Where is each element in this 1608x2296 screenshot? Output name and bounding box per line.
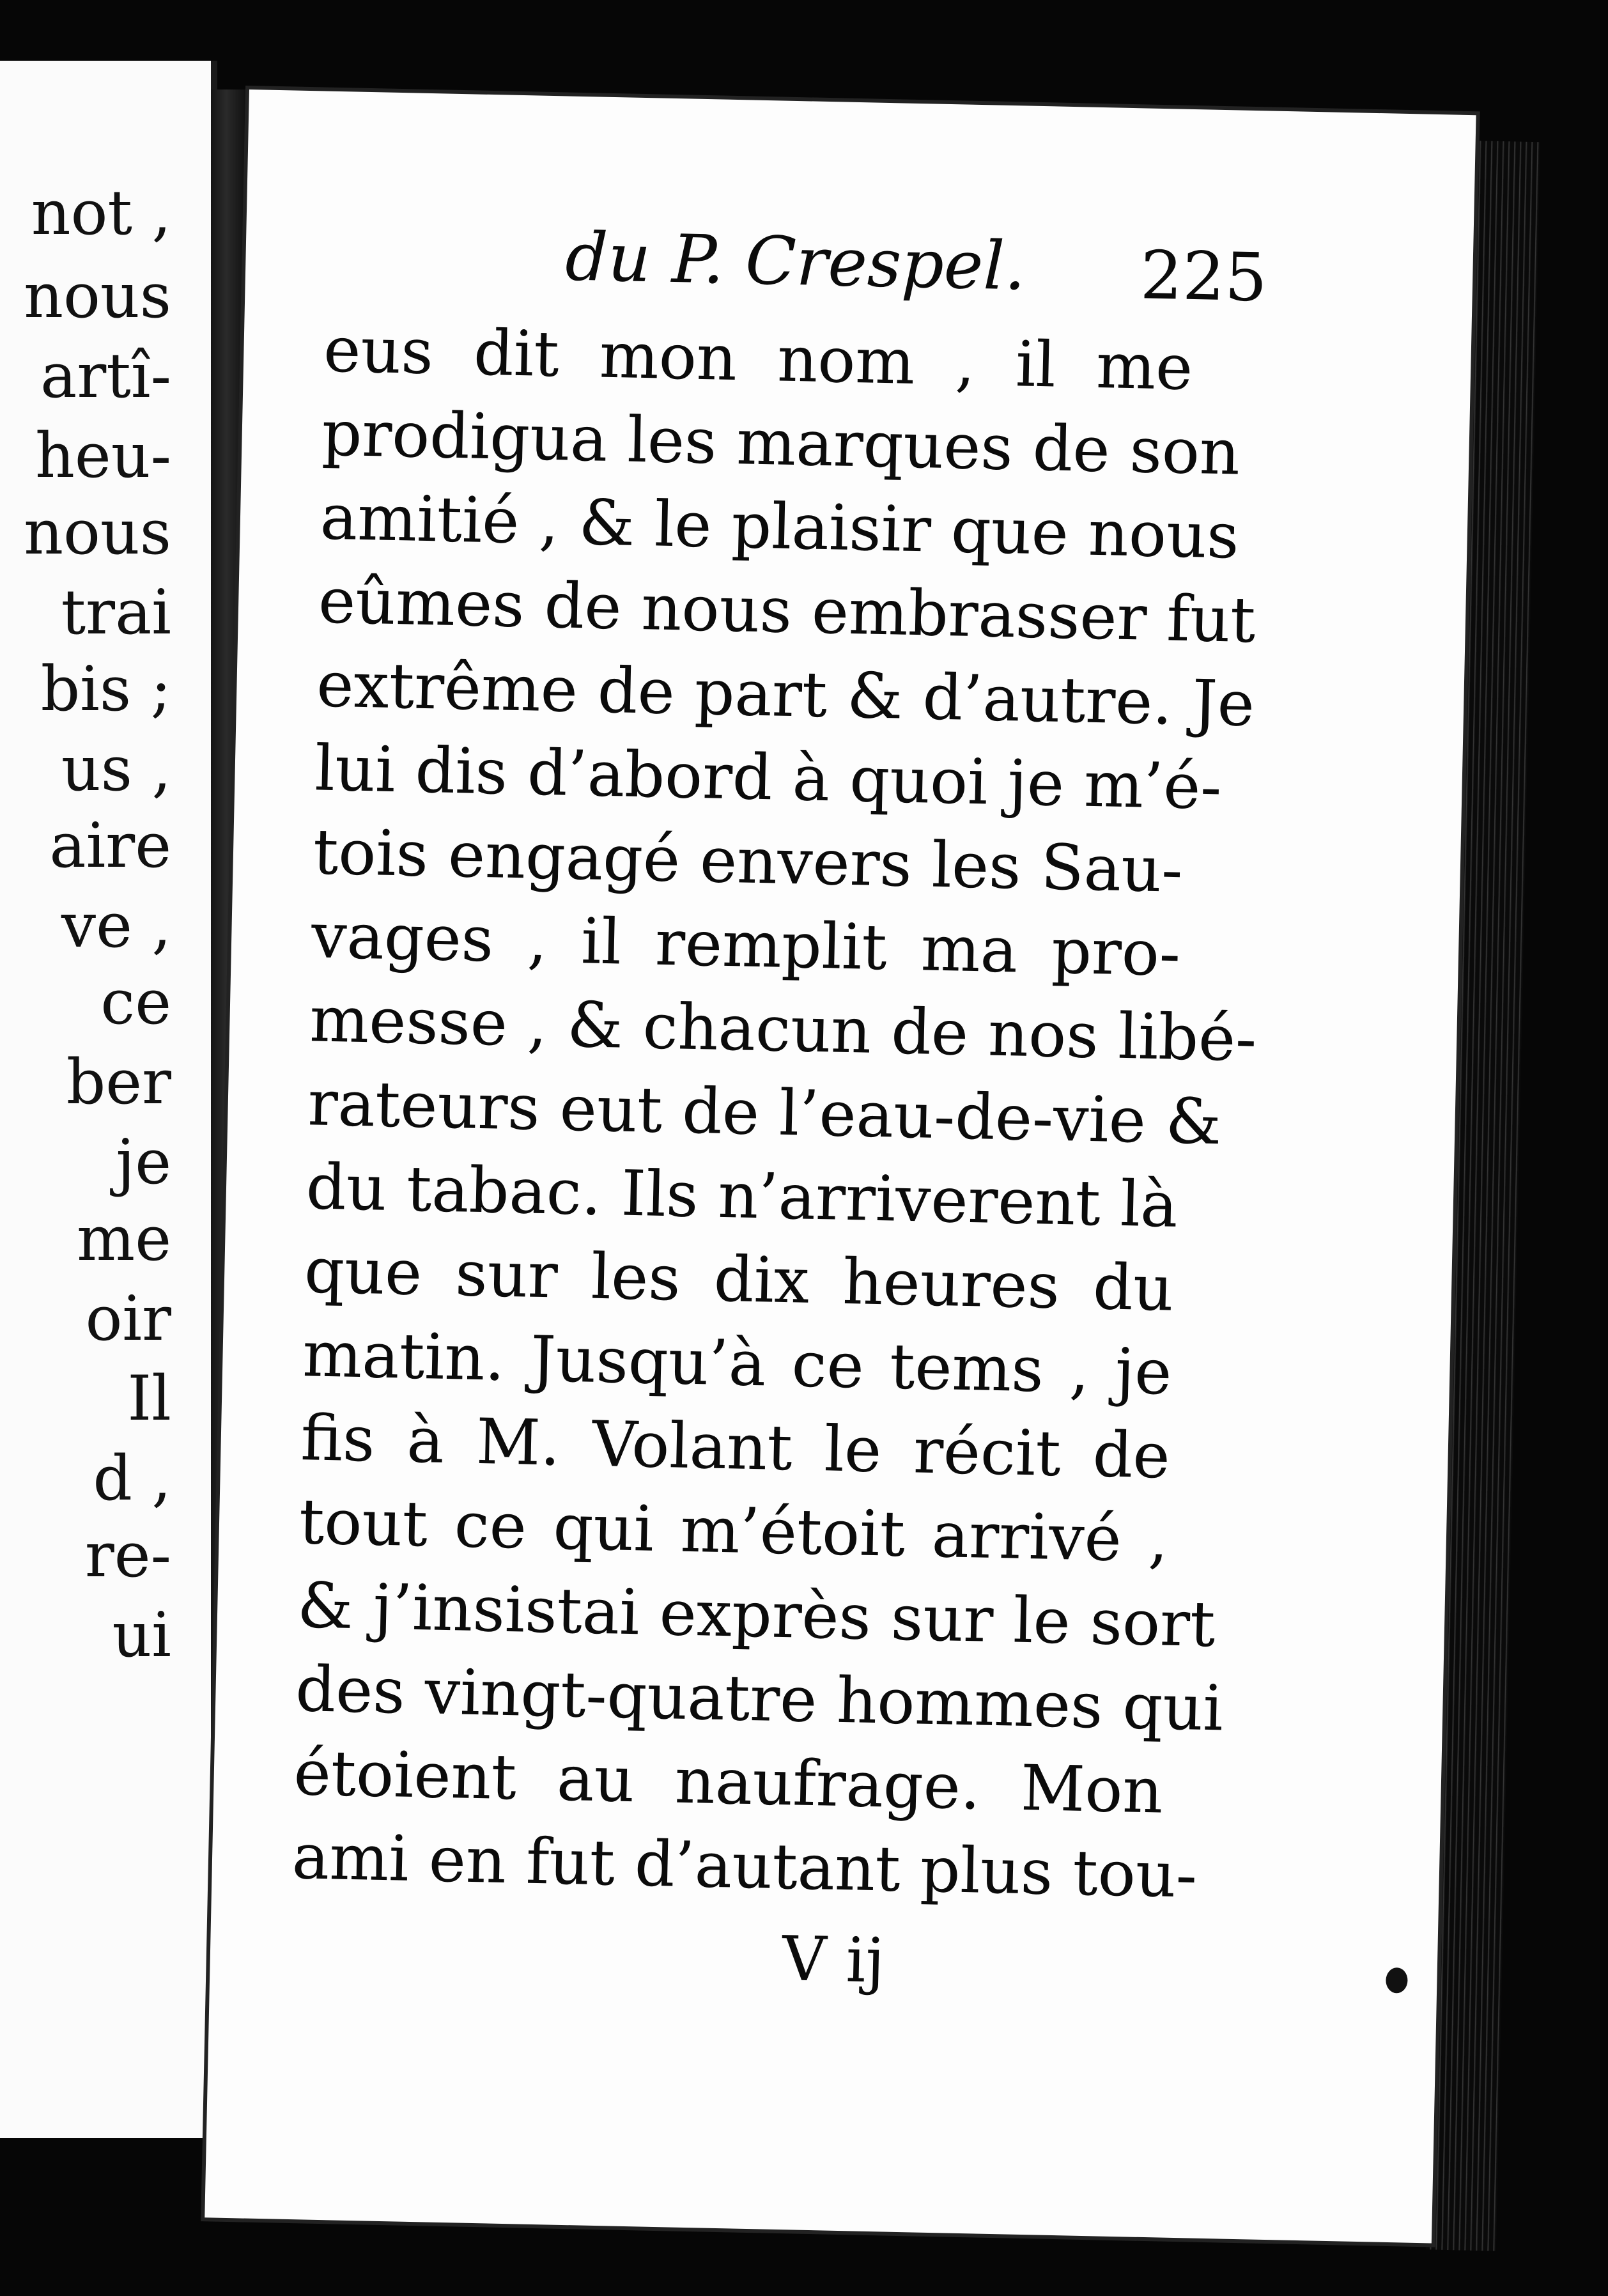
- left-line: artî-: [40, 340, 171, 412]
- text-line: eûmes de nous embrasser fut: [318, 564, 1256, 658]
- text-line: & j’insistai exprès sur le sort: [297, 1569, 1216, 1662]
- text-line: étoient au naufrage. Mon: [293, 1737, 1164, 1828]
- left-line: Il: [127, 1363, 171, 1434]
- left-line: me: [77, 1203, 171, 1275]
- left-line: aire: [49, 810, 171, 881]
- page-number: 225: [1139, 236, 1268, 317]
- text-line: ami en fut d’autant plus tou-: [291, 1820, 1198, 1912]
- text-line: amitié , & le plaisir que nous: [319, 481, 1240, 573]
- right-page: [205, 89, 1476, 2243]
- signature-mark: V ij: [781, 1923, 886, 1997]
- left-line: bis ;: [40, 653, 171, 725]
- text-line: des vingt-quatre hommes qui: [295, 1653, 1224, 1746]
- left-line: ber: [66, 1046, 171, 1118]
- left-line: nous: [24, 497, 171, 568]
- text-line: eus dit mon nom , il me: [323, 313, 1194, 405]
- text-line: matin. Jusqu’à ce tems , je: [302, 1318, 1173, 1409]
- body-text: [291, 309, 1258, 1918]
- text-line: messe , & chacun de nos libé-: [309, 983, 1258, 1076]
- running-title: du P. Crespel.: [564, 217, 1027, 306]
- ink-spot: [1386, 1967, 1408, 1994]
- text-line: rateurs eut de l’eau-de-vie &: [307, 1067, 1223, 1160]
- left-line: us ,: [61, 733, 171, 805]
- text-line: vages , il remplit ma pro-: [311, 899, 1182, 991]
- left-line: ui: [112, 1599, 171, 1671]
- left-line: d ,: [93, 1443, 171, 1514]
- left-line: re-: [84, 1519, 171, 1591]
- left-line: not ,: [31, 177, 171, 249]
- running-head: [564, 217, 1397, 317]
- left-line: trai: [61, 577, 171, 648]
- left-line: ce: [100, 966, 171, 1038]
- left-line: nous: [24, 260, 171, 332]
- text-line: du tabac. Ils n’arriverent là: [305, 1151, 1179, 1242]
- text-line: extrême de part & d’autre. Je: [316, 648, 1255, 741]
- text-line: tois engagé envers les Sau-: [312, 816, 1184, 907]
- text-line: prodigua les marques de son: [321, 397, 1241, 490]
- text-line: lui dis d’abord à quoi je m’é-: [314, 732, 1223, 825]
- text-line: fis à M. Volant le récit de: [300, 1402, 1171, 1493]
- text-line: que sur les dix heures du: [304, 1234, 1175, 1326]
- left-line: oir: [85, 1283, 171, 1354]
- left-line: ve ,: [61, 890, 171, 961]
- text-line: tout ce qui m’étoit arrivé ,: [298, 1485, 1169, 1577]
- left-line: je: [116, 1126, 171, 1198]
- left-page: [0, 61, 217, 2138]
- left-line: heu-: [35, 420, 171, 492]
